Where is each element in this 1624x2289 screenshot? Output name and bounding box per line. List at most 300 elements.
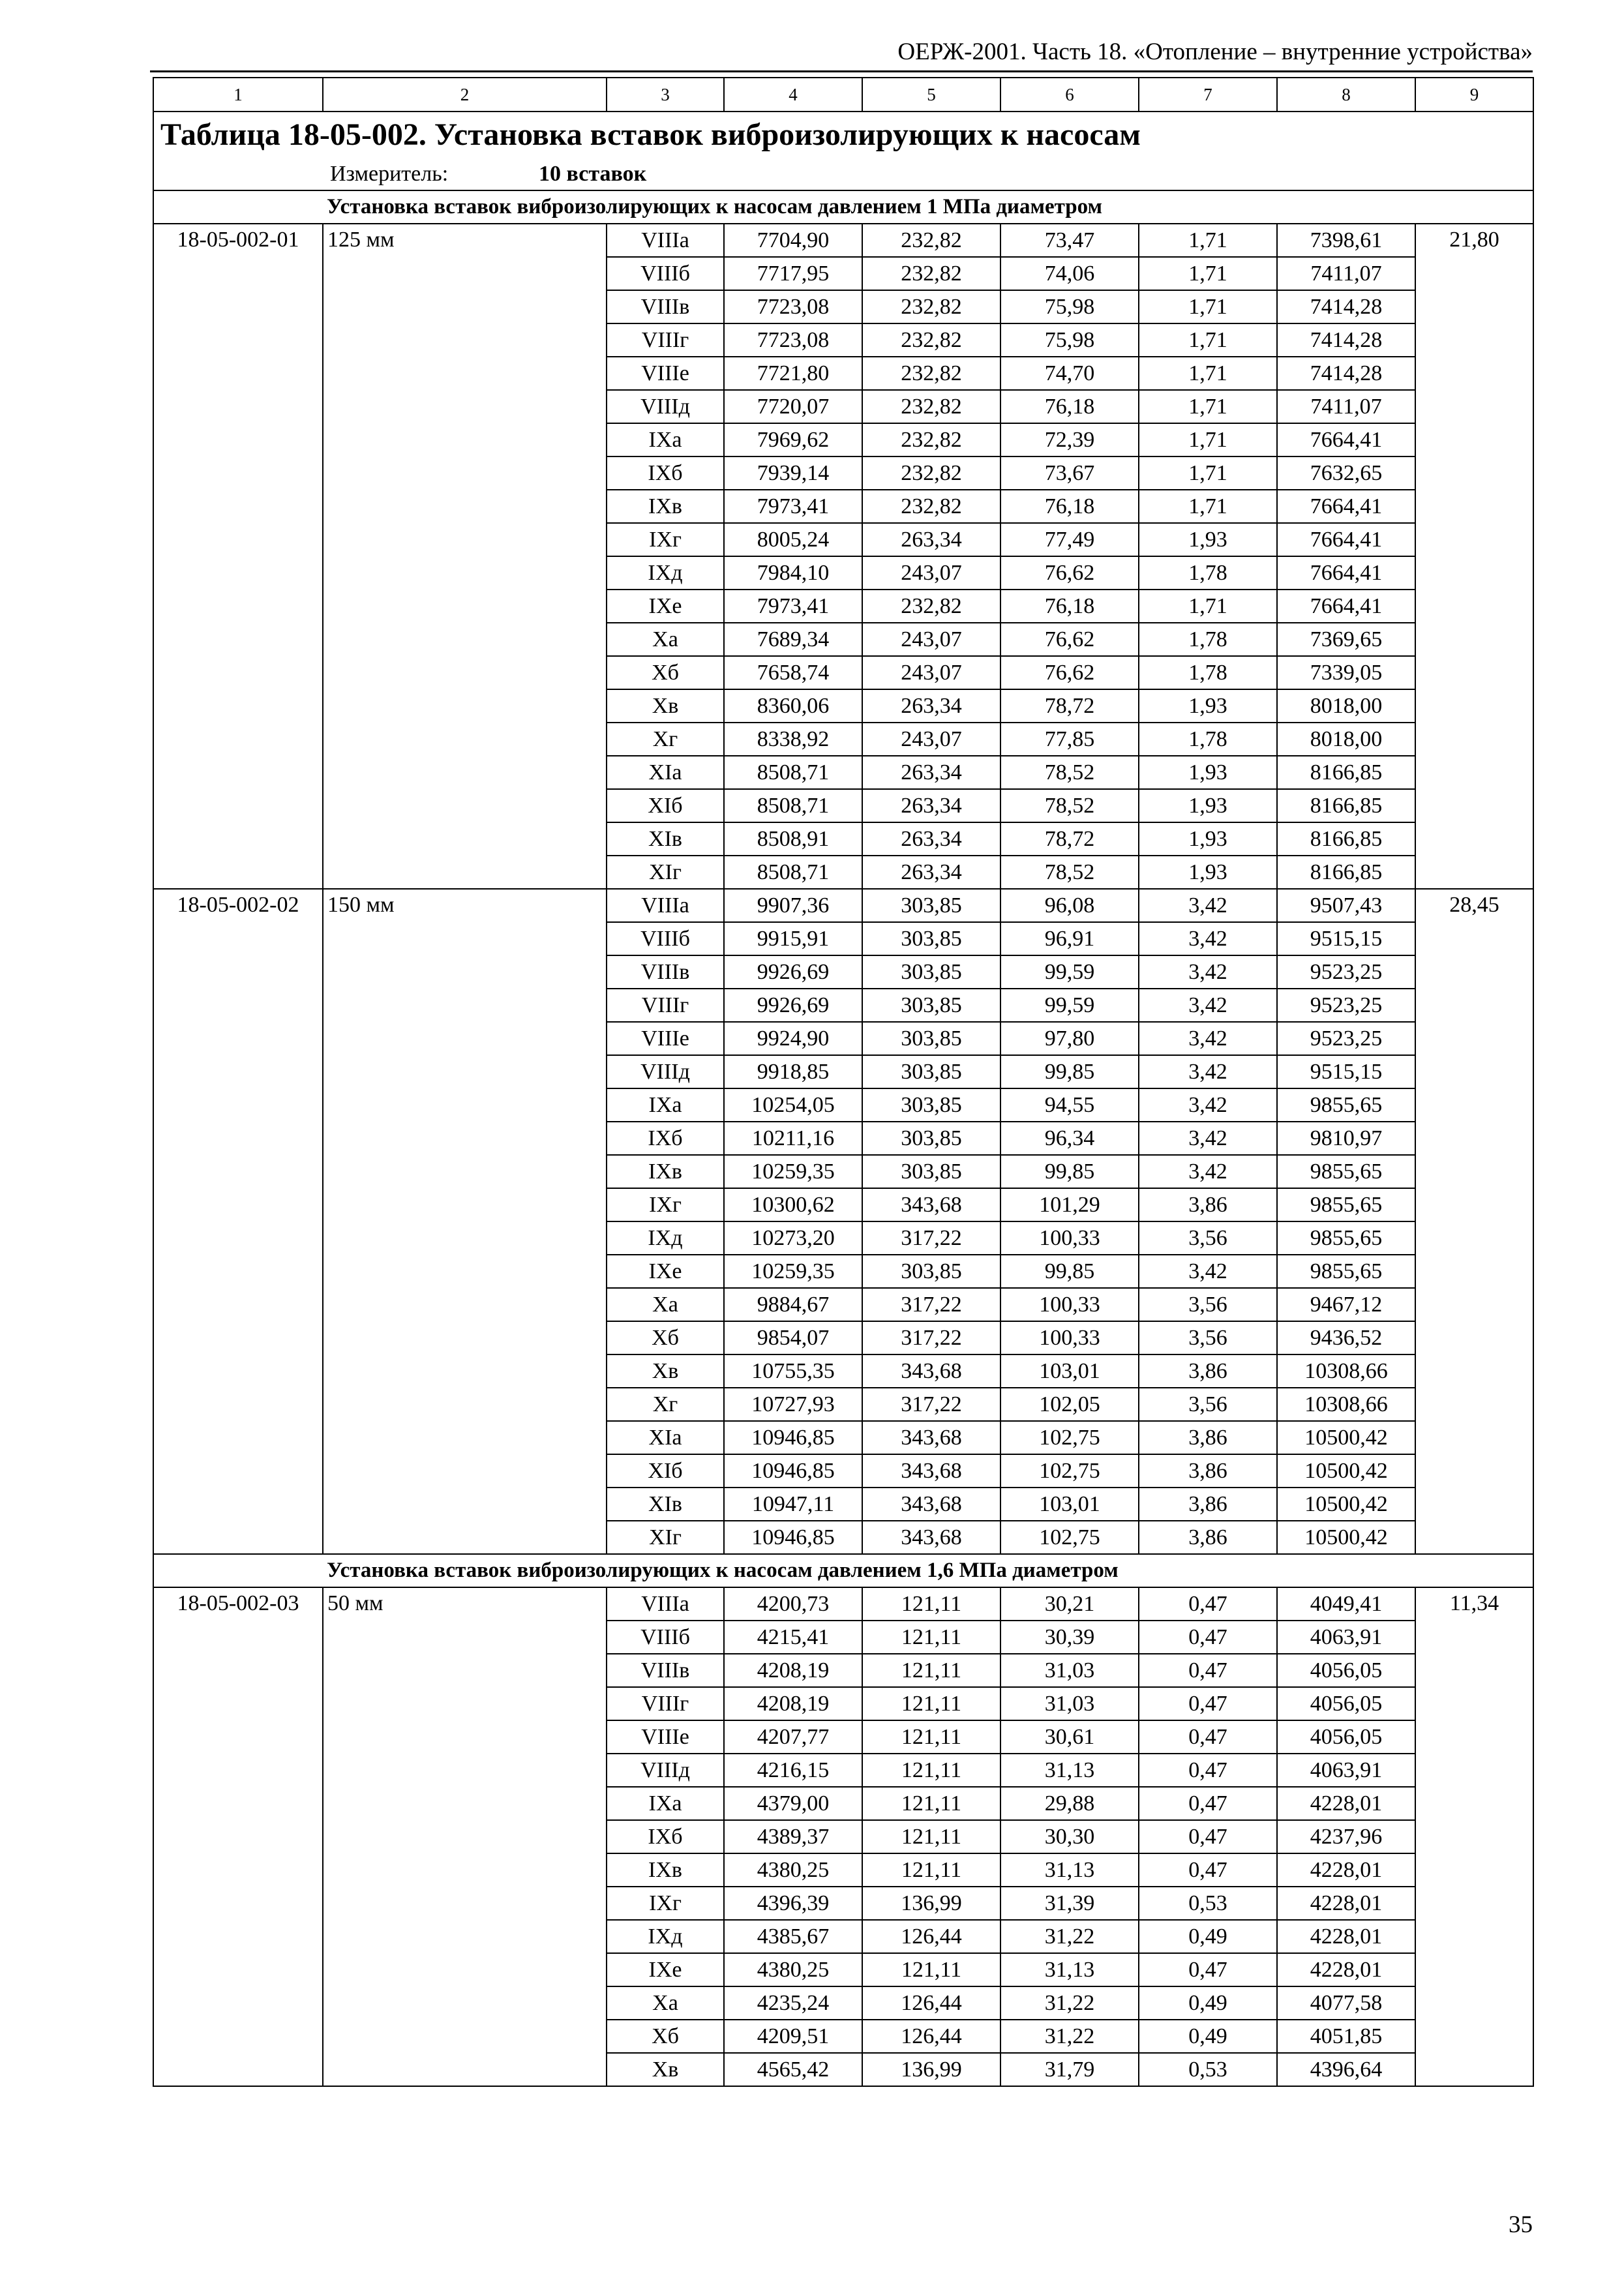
direct-cost-cell: 9926,69	[724, 989, 862, 1022]
operator-wage-cell: 1,71	[1139, 423, 1277, 456]
material-cost-cell: 7414,28	[1277, 323, 1415, 357]
column-number: 5	[862, 78, 1000, 112]
zone-cell: Xа	[607, 1288, 724, 1321]
zone-cell: IXе	[607, 590, 724, 623]
section-title: Установка вставок виброизолирующих к насосам давлением 1,6 МПа диаметром	[323, 1554, 1533, 1587]
column-number-row	[153, 78, 1533, 112]
item-name: 150 мм	[323, 889, 607, 1554]
labor-cost-cell: 343,68	[862, 1354, 1000, 1388]
direct-cost-cell: 9907,36	[724, 889, 862, 922]
zone-cell: IXв	[607, 490, 724, 523]
operator-wage-cell: 0,47	[1139, 1754, 1277, 1787]
zone-cell: XIа	[607, 1421, 724, 1454]
direct-cost-cell: 4389,37	[724, 1820, 862, 1853]
material-cost-cell: 4228,01	[1277, 1920, 1415, 1953]
direct-cost-cell: 4380,25	[724, 1953, 862, 1986]
zone-cell: Xб	[607, 656, 724, 689]
material-cost-cell: 9515,15	[1277, 1055, 1415, 1088]
machine-cost-cell: 31,03	[1000, 1654, 1139, 1687]
labor-cost-cell: 232,82	[862, 390, 1000, 423]
material-cost-cell: 10500,42	[1277, 1454, 1415, 1488]
measure-cell	[153, 158, 1533, 190]
material-cost-cell: 9523,25	[1277, 1022, 1415, 1055]
operator-wage-cell: 0,53	[1139, 1887, 1277, 1920]
machine-cost-cell: 30,61	[1000, 1720, 1139, 1754]
material-cost-cell: 9523,25	[1277, 955, 1415, 989]
column-number: 1	[153, 78, 323, 112]
zone-cell: IXг	[607, 1887, 724, 1920]
zone-cell: Xа	[607, 1986, 724, 2020]
zone-cell: XIа	[607, 756, 724, 789]
labor-cost-cell: 317,22	[862, 1321, 1000, 1354]
operator-wage-cell: 1,78	[1139, 656, 1277, 689]
machine-cost-cell: 73,47	[1000, 224, 1139, 257]
machine-cost-cell: 102,05	[1000, 1388, 1139, 1421]
machine-cost-cell: 99,59	[1000, 955, 1139, 989]
zone-cell: Xг	[607, 723, 724, 756]
labor-cost-cell: 121,11	[862, 1621, 1000, 1654]
material-cost-cell: 9855,65	[1277, 1221, 1415, 1255]
zone-cell: VIIIг	[607, 1687, 724, 1720]
material-cost-cell: 7632,65	[1277, 456, 1415, 490]
zone-cell: Xв	[607, 689, 724, 723]
operator-wage-cell: 3,42	[1139, 1155, 1277, 1188]
zone-cell: VIIIе	[607, 1022, 724, 1055]
col9-value: 21,80	[1415, 224, 1533, 889]
labor-cost-cell: 317,22	[862, 1221, 1000, 1255]
machine-cost-cell: 31,13	[1000, 1754, 1139, 1787]
labor-cost-cell: 121,11	[862, 1687, 1000, 1720]
direct-cost-cell: 9884,67	[724, 1288, 862, 1321]
operator-wage-cell: 3,56	[1139, 1221, 1277, 1255]
zone-cell: IXб	[607, 1122, 724, 1155]
direct-cost-cell: 4379,00	[724, 1787, 862, 1820]
column-number: 7	[1139, 78, 1277, 112]
material-cost-cell: 8166,85	[1277, 789, 1415, 822]
material-cost-cell: 7339,05	[1277, 656, 1415, 689]
direct-cost-cell: 10946,85	[724, 1421, 862, 1454]
machine-cost-cell: 31,03	[1000, 1687, 1139, 1720]
machine-cost-cell: 76,18	[1000, 390, 1139, 423]
operator-wage-cell: 3,86	[1139, 1188, 1277, 1221]
machine-cost-cell: 76,18	[1000, 490, 1139, 523]
labor-cost-cell: 136,99	[862, 2053, 1000, 2086]
labor-cost-cell: 263,34	[862, 523, 1000, 556]
operator-wage-cell: 1,71	[1139, 490, 1277, 523]
direct-cost-cell: 9915,91	[724, 922, 862, 955]
labor-cost-cell: 303,85	[862, 1088, 1000, 1122]
machine-cost-cell: 77,85	[1000, 723, 1139, 756]
material-cost-cell: 7411,07	[1277, 257, 1415, 290]
measure-row	[153, 158, 1533, 190]
direct-cost-cell: 4207,77	[724, 1720, 862, 1754]
operator-wage-cell: 3,42	[1139, 1022, 1277, 1055]
operator-wage-cell: 1,71	[1139, 357, 1277, 390]
section-row	[153, 1554, 1533, 1587]
direct-cost-cell: 4385,67	[724, 1920, 862, 1953]
material-cost-cell: 8166,85	[1277, 856, 1415, 889]
material-cost-cell: 9467,12	[1277, 1288, 1415, 1321]
zone-cell: XIг	[607, 856, 724, 889]
operator-wage-cell: 3,86	[1139, 1354, 1277, 1388]
machine-cost-cell: 78,52	[1000, 856, 1139, 889]
material-cost-cell: 4056,05	[1277, 1654, 1415, 1687]
machine-cost-cell: 77,49	[1000, 523, 1139, 556]
direct-cost-cell: 9926,69	[724, 955, 862, 989]
machine-cost-cell: 76,62	[1000, 556, 1139, 590]
machine-cost-cell: 73,67	[1000, 456, 1139, 490]
operator-wage-cell: 3,42	[1139, 989, 1277, 1022]
machine-cost-cell: 96,91	[1000, 922, 1139, 955]
direct-cost-cell: 4380,25	[724, 1853, 862, 1887]
labor-cost-cell: 232,82	[862, 323, 1000, 357]
machine-cost-cell: 74,06	[1000, 257, 1139, 290]
material-cost-cell: 4056,05	[1277, 1720, 1415, 1754]
direct-cost-cell: 4208,19	[724, 1687, 862, 1720]
zone-cell: Xб	[607, 2020, 724, 2053]
machine-cost-cell: 94,55	[1000, 1088, 1139, 1122]
norms-table	[153, 77, 1534, 2087]
machine-cost-cell: 96,08	[1000, 889, 1139, 922]
labor-cost-cell: 303,85	[862, 1055, 1000, 1088]
direct-cost-cell: 7717,95	[724, 257, 862, 290]
material-cost-cell: 8018,00	[1277, 689, 1415, 723]
zone-cell: VIIIб	[607, 1621, 724, 1654]
machine-cost-cell: 96,34	[1000, 1122, 1139, 1155]
zone-cell: IXд	[607, 556, 724, 590]
machine-cost-cell: 31,39	[1000, 1887, 1139, 1920]
material-cost-cell: 7369,65	[1277, 623, 1415, 656]
labor-cost-cell: 121,11	[862, 1720, 1000, 1754]
material-cost-cell: 9855,65	[1277, 1255, 1415, 1288]
operator-wage-cell: 1,71	[1139, 390, 1277, 423]
machine-cost-cell: 76,62	[1000, 656, 1139, 689]
labor-cost-cell: 243,07	[862, 623, 1000, 656]
operator-wage-cell: 1,71	[1139, 590, 1277, 623]
machine-cost-cell: 102,75	[1000, 1421, 1139, 1454]
material-cost-cell: 4063,91	[1277, 1754, 1415, 1787]
direct-cost-cell: 7939,14	[724, 456, 862, 490]
machine-cost-cell: 72,39	[1000, 423, 1139, 456]
labor-cost-cell: 126,44	[862, 1920, 1000, 1953]
zone-cell: IXа	[607, 1787, 724, 1820]
zone-cell: IXа	[607, 1088, 724, 1122]
material-cost-cell: 9436,52	[1277, 1321, 1415, 1354]
direct-cost-cell: 4200,73	[724, 1587, 862, 1621]
zone-cell: Xа	[607, 623, 724, 656]
labor-cost-cell: 232,82	[862, 423, 1000, 456]
labor-cost-cell: 243,07	[862, 656, 1000, 689]
labor-cost-cell: 343,68	[862, 1488, 1000, 1521]
operator-wage-cell: 0,49	[1139, 1986, 1277, 2020]
labor-cost-cell: 126,44	[862, 2020, 1000, 2053]
machine-cost-cell: 103,01	[1000, 1488, 1139, 1521]
labor-cost-cell: 121,11	[862, 1820, 1000, 1853]
direct-cost-cell: 10254,05	[724, 1088, 862, 1122]
machine-cost-cell: 78,72	[1000, 689, 1139, 723]
machine-cost-cell: 99,59	[1000, 989, 1139, 1022]
machine-cost-cell: 102,75	[1000, 1454, 1139, 1488]
direct-cost-cell: 8508,71	[724, 756, 862, 789]
machine-cost-cell: 99,85	[1000, 1055, 1139, 1088]
operator-wage-cell: 1,71	[1139, 323, 1277, 357]
material-cost-cell: 7664,41	[1277, 556, 1415, 590]
machine-cost-cell: 102,75	[1000, 1521, 1139, 1554]
zone-cell: VIIIе	[607, 357, 724, 390]
direct-cost-cell: 8005,24	[724, 523, 862, 556]
table-title-row	[153, 112, 1533, 158]
zone-cell: VIIIб	[607, 922, 724, 955]
zone-cell: XIг	[607, 1521, 724, 1554]
operator-wage-cell: 1,78	[1139, 623, 1277, 656]
labor-cost-cell: 126,44	[862, 1986, 1000, 2020]
page-number: 35	[1509, 2211, 1533, 2238]
material-cost-cell: 4228,01	[1277, 1887, 1415, 1920]
zone-cell: IXе	[607, 1953, 724, 1986]
operator-wage-cell: 3,42	[1139, 1255, 1277, 1288]
machine-cost-cell: 29,88	[1000, 1787, 1139, 1820]
zone-cell: VIIIа	[607, 1587, 724, 1621]
operator-wage-cell: 1,78	[1139, 556, 1277, 590]
labor-cost-cell: 121,11	[862, 1754, 1000, 1787]
zone-cell: IXб	[607, 1820, 724, 1853]
machine-cost-cell: 101,29	[1000, 1188, 1139, 1221]
labor-cost-cell: 243,07	[862, 556, 1000, 590]
direct-cost-cell: 10727,93	[724, 1388, 862, 1421]
item-name: 125 мм	[323, 224, 607, 889]
direct-cost-cell: 4235,24	[724, 1986, 862, 2020]
labor-cost-cell: 121,11	[862, 1953, 1000, 1986]
column-number: 9	[1415, 78, 1533, 112]
zone-cell: IXб	[607, 456, 724, 490]
zone-cell: IXа	[607, 423, 724, 456]
labor-cost-cell: 303,85	[862, 989, 1000, 1022]
material-cost-cell: 9507,43	[1277, 889, 1415, 922]
direct-cost-cell: 7721,80	[724, 357, 862, 390]
zone-cell: Xв	[607, 2053, 724, 2086]
zone-cell: XIб	[607, 1454, 724, 1488]
machine-cost-cell: 30,39	[1000, 1621, 1139, 1654]
machine-cost-cell: 31,22	[1000, 1986, 1139, 2020]
direct-cost-cell: 10300,62	[724, 1188, 862, 1221]
labor-cost-cell: 263,34	[862, 756, 1000, 789]
direct-cost-cell: 10755,35	[724, 1354, 862, 1388]
machine-cost-cell: 31,22	[1000, 2020, 1139, 2053]
zone-cell: IXг	[607, 523, 724, 556]
labor-cost-cell: 303,85	[862, 1022, 1000, 1055]
material-cost-cell: 4049,41	[1277, 1587, 1415, 1621]
machine-cost-cell: 78,52	[1000, 756, 1139, 789]
material-cost-cell: 7664,41	[1277, 423, 1415, 456]
section-row	[153, 190, 1533, 224]
material-cost-cell: 4077,58	[1277, 1986, 1415, 2020]
labor-cost-cell: 121,11	[862, 1787, 1000, 1820]
operator-wage-cell: 0,49	[1139, 1920, 1277, 1953]
table-row	[153, 224, 1533, 257]
col9-value: 28,45	[1415, 889, 1533, 1554]
running-header: ОЕРЖ-2001. Часть 18. «Отопление – внутренние устройства»	[897, 38, 1533, 65]
direct-cost-cell: 10259,35	[724, 1155, 862, 1188]
operator-wage-cell: 3,86	[1139, 1488, 1277, 1521]
zone-cell: VIIIа	[607, 889, 724, 922]
operator-wage-cell: 3,56	[1139, 1388, 1277, 1421]
labor-cost-cell: 121,11	[862, 1853, 1000, 1887]
labor-cost-cell: 121,11	[862, 1587, 1000, 1621]
operator-wage-cell: 0,53	[1139, 2053, 1277, 2086]
column-number: 4	[724, 78, 862, 112]
zone-cell: XIв	[607, 822, 724, 856]
zone-cell: IXв	[607, 1155, 724, 1188]
material-cost-cell: 4063,91	[1277, 1621, 1415, 1654]
material-cost-cell: 9855,65	[1277, 1188, 1415, 1221]
machine-cost-cell: 76,62	[1000, 623, 1139, 656]
direct-cost-cell: 7723,08	[724, 323, 862, 357]
operator-wage-cell: 1,93	[1139, 756, 1277, 789]
direct-cost-cell: 7969,62	[724, 423, 862, 456]
direct-cost-cell: 4216,15	[724, 1754, 862, 1787]
machine-cost-cell: 75,98	[1000, 290, 1139, 323]
labor-cost-cell: 303,85	[862, 1255, 1000, 1288]
column-number: 6	[1000, 78, 1139, 112]
labor-cost-cell: 243,07	[862, 723, 1000, 756]
machine-cost-cell: 30,21	[1000, 1587, 1139, 1621]
labor-cost-cell: 136,99	[862, 1887, 1000, 1920]
zone-cell: IXд	[607, 1221, 724, 1255]
operator-wage-cell: 1,71	[1139, 224, 1277, 257]
operator-wage-cell: 1,93	[1139, 789, 1277, 822]
operator-wage-cell: 3,56	[1139, 1288, 1277, 1321]
direct-cost-cell: 10273,20	[724, 1221, 862, 1255]
operator-wage-cell: 3,42	[1139, 1088, 1277, 1122]
zone-cell: VIIIб	[607, 257, 724, 290]
direct-cost-cell: 4209,51	[724, 2020, 862, 2053]
column-number: 3	[607, 78, 724, 112]
direct-cost-cell: 10946,85	[724, 1454, 862, 1488]
machine-cost-cell: 100,33	[1000, 1288, 1139, 1321]
table-body	[153, 78, 1533, 2086]
item-code: 18-05-002-01	[153, 224, 323, 889]
operator-wage-cell: 0,47	[1139, 1687, 1277, 1720]
machine-cost-cell: 99,85	[1000, 1255, 1139, 1288]
operator-wage-cell: 3,42	[1139, 889, 1277, 922]
material-cost-cell: 4396,64	[1277, 2053, 1415, 2086]
zone-cell: VIIIг	[607, 989, 724, 1022]
material-cost-cell: 4228,01	[1277, 1953, 1415, 1986]
operator-wage-cell: 3,86	[1139, 1521, 1277, 1554]
zone-cell: IXв	[607, 1853, 724, 1887]
machine-cost-cell: 100,33	[1000, 1321, 1139, 1354]
labor-cost-cell: 232,82	[862, 490, 1000, 523]
direct-cost-cell: 8508,91	[724, 822, 862, 856]
labor-cost-cell: 343,68	[862, 1454, 1000, 1488]
labor-cost-cell: 317,22	[862, 1288, 1000, 1321]
operator-wage-cell: 3,42	[1139, 922, 1277, 955]
zone-cell: IXд	[607, 1920, 724, 1953]
labor-cost-cell: 303,85	[862, 922, 1000, 955]
material-cost-cell: 7414,28	[1277, 357, 1415, 390]
zone-cell: VIIIв	[607, 1654, 724, 1687]
operator-wage-cell: 0,47	[1139, 1587, 1277, 1621]
zone-cell: Xг	[607, 1388, 724, 1421]
zone-cell: VIIIг	[607, 323, 724, 357]
direct-cost-cell: 8508,71	[724, 789, 862, 822]
labor-cost-cell: 232,82	[862, 290, 1000, 323]
zone-cell: VIIIд	[607, 390, 724, 423]
material-cost-cell: 7664,41	[1277, 490, 1415, 523]
labor-cost-cell: 343,68	[862, 1521, 1000, 1554]
material-cost-cell: 8166,85	[1277, 756, 1415, 789]
measure-value: 10 вставок	[539, 162, 647, 186]
machine-cost-cell: 31,13	[1000, 1853, 1139, 1887]
labor-cost-cell: 232,82	[862, 357, 1000, 390]
machine-cost-cell: 31,13	[1000, 1953, 1139, 1986]
material-cost-cell: 4228,01	[1277, 1787, 1415, 1820]
direct-cost-cell: 9924,90	[724, 1022, 862, 1055]
direct-cost-cell: 8360,06	[724, 689, 862, 723]
machine-cost-cell: 103,01	[1000, 1354, 1139, 1388]
operator-wage-cell: 3,42	[1139, 1055, 1277, 1088]
material-cost-cell: 7398,61	[1277, 224, 1415, 257]
direct-cost-cell: 10211,16	[724, 1122, 862, 1155]
zone-cell: VIIIв	[607, 290, 724, 323]
machine-cost-cell: 31,22	[1000, 1920, 1139, 1953]
zone-cell: XIв	[607, 1488, 724, 1521]
material-cost-cell: 4056,05	[1277, 1687, 1415, 1720]
operator-wage-cell: 3,42	[1139, 1122, 1277, 1155]
column-number: 8	[1277, 78, 1415, 112]
machine-cost-cell: 74,70	[1000, 357, 1139, 390]
direct-cost-cell: 10259,35	[724, 1255, 862, 1288]
operator-wage-cell: 1,93	[1139, 523, 1277, 556]
direct-cost-cell: 7723,08	[724, 290, 862, 323]
material-cost-cell: 10500,42	[1277, 1488, 1415, 1521]
operator-wage-cell: 3,42	[1139, 955, 1277, 989]
direct-cost-cell: 7973,41	[724, 490, 862, 523]
labor-cost-cell: 232,82	[862, 590, 1000, 623]
labor-cost-cell: 303,85	[862, 1155, 1000, 1188]
operator-wage-cell: 0,47	[1139, 1853, 1277, 1887]
direct-cost-cell: 7973,41	[724, 590, 862, 623]
machine-cost-cell: 75,98	[1000, 323, 1139, 357]
direct-cost-cell: 7704,90	[724, 224, 862, 257]
material-cost-cell: 10308,66	[1277, 1388, 1415, 1421]
operator-wage-cell: 0,47	[1139, 1621, 1277, 1654]
operator-wage-cell: 1,71	[1139, 456, 1277, 490]
operator-wage-cell: 1,93	[1139, 822, 1277, 856]
zone-cell: VIIIе	[607, 1720, 724, 1754]
material-cost-cell: 4237,96	[1277, 1820, 1415, 1853]
machine-cost-cell: 31,79	[1000, 2053, 1139, 2086]
direct-cost-cell: 7720,07	[724, 390, 862, 423]
operator-wage-cell: 0,47	[1139, 1720, 1277, 1754]
operator-wage-cell: 1,78	[1139, 723, 1277, 756]
material-cost-cell: 9523,25	[1277, 989, 1415, 1022]
item-code: 18-05-002-03	[153, 1587, 323, 2086]
header-rule	[150, 70, 1533, 72]
labor-cost-cell: 343,68	[862, 1188, 1000, 1221]
machine-cost-cell: 78,72	[1000, 822, 1139, 856]
material-cost-cell: 8018,00	[1277, 723, 1415, 756]
table-row	[153, 1587, 1533, 1621]
machine-cost-cell: 30,30	[1000, 1820, 1139, 1853]
labor-cost-cell: 303,85	[862, 955, 1000, 989]
operator-wage-cell: 3,86	[1139, 1421, 1277, 1454]
material-cost-cell: 10500,42	[1277, 1521, 1415, 1554]
operator-wage-cell: 0,47	[1139, 1654, 1277, 1687]
operator-wage-cell: 1,71	[1139, 290, 1277, 323]
machine-cost-cell: 99,85	[1000, 1155, 1139, 1188]
operator-wage-cell: 0,47	[1139, 1820, 1277, 1853]
